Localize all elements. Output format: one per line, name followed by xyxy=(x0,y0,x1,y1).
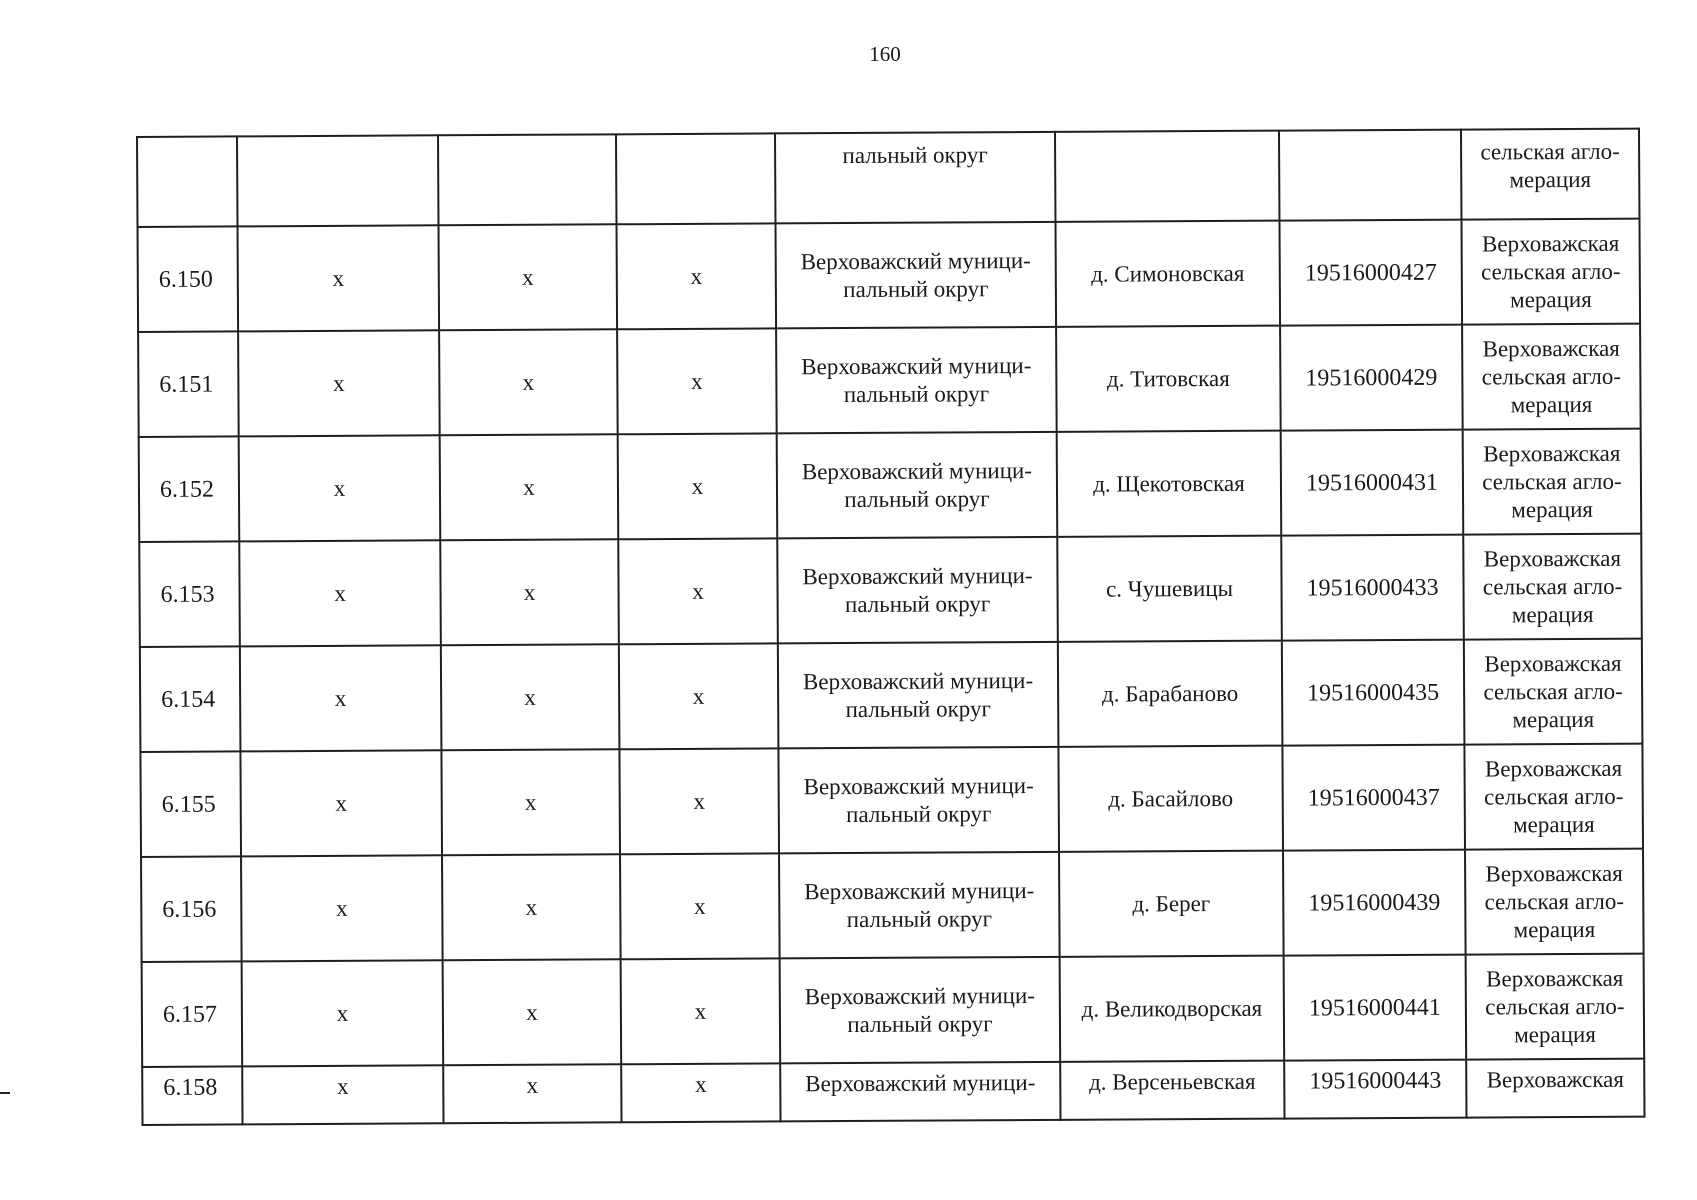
code-cell: 19516000435 xyxy=(1282,640,1465,746)
mark-cell: х xyxy=(441,644,620,750)
mark-cell: х xyxy=(239,435,441,541)
mark-cell: х xyxy=(443,1064,621,1123)
code-cell: 19516000433 xyxy=(1281,535,1464,641)
mark-cell: х xyxy=(621,958,781,1064)
locality-cell: д. Титовская xyxy=(1056,326,1281,432)
agglomeration-cell: Верховажская xyxy=(1466,1059,1644,1118)
mark-cell: х xyxy=(441,749,620,855)
table-row xyxy=(139,534,1642,647)
district-cell: Верховажский муници- пальный округ xyxy=(777,432,1058,539)
mark-cell: х xyxy=(617,328,777,434)
mark-cell: х xyxy=(619,748,779,854)
mark-cell: х xyxy=(440,539,619,645)
row-number-cell: 6.151 xyxy=(138,331,239,437)
agglomeration-cell: сельская агло- мерация xyxy=(1461,129,1639,220)
mark-cell: х xyxy=(621,1063,780,1122)
mark-cell: х xyxy=(618,538,778,644)
agglomeration-cell: Верховажская сельская агло- мерация xyxy=(1464,639,1643,745)
agglomeration-cell: Верховажская сельская агло- мерация xyxy=(1466,954,1645,1060)
locality-cell: д. Версеньевская xyxy=(1060,1061,1284,1120)
mark-cell: х xyxy=(619,643,779,749)
mark-cell: х xyxy=(440,434,619,540)
locality-cell: д. Симоновская xyxy=(1055,221,1280,327)
agglomeration-cell: Верховажская сельская агло- мерация xyxy=(1463,534,1642,640)
row-number-cell: 6.153 xyxy=(139,541,240,647)
continuation-row xyxy=(137,129,1639,227)
locality-cell: д. Щекотовская xyxy=(1057,431,1282,537)
mark-cell: х xyxy=(240,645,442,751)
code-cell: 19516000441 xyxy=(1284,955,1467,1061)
agglomeration-cell: Верховажская сельская агло- мерация xyxy=(1464,744,1643,850)
code-cell: 19516000431 xyxy=(1281,430,1464,536)
mark-cell: х xyxy=(242,1065,443,1124)
page-number: 160 xyxy=(869,42,901,66)
mark-cell: х xyxy=(240,750,442,856)
district-cell: пальный округ xyxy=(775,132,1055,224)
table-row xyxy=(140,744,1643,857)
district-cell: Верховажский муници- пальный округ xyxy=(775,222,1056,329)
table-row xyxy=(138,324,1641,437)
cell-empty xyxy=(1279,130,1461,221)
row-number-cell: 6.158 xyxy=(142,1066,242,1125)
district-cell: Верховажский муници- пальный округ xyxy=(776,327,1057,434)
code-cell: 19516000429 xyxy=(1280,325,1463,431)
row-number-cell: 6.155 xyxy=(140,751,241,857)
mark-cell: х xyxy=(618,433,778,539)
table-row xyxy=(141,849,1644,962)
code-cell: 19516000439 xyxy=(1283,850,1466,956)
row-number-cell: 6.150 xyxy=(138,226,239,332)
code-cell: 19516000427 xyxy=(1279,220,1462,326)
table-row xyxy=(139,429,1642,542)
district-cell: Верховажский муници- пальный округ xyxy=(778,747,1059,854)
code-cell: 19516000437 xyxy=(1282,745,1465,851)
mark-cell: х xyxy=(617,223,777,329)
table-body xyxy=(137,129,1644,1125)
mark-cell: х xyxy=(439,329,618,435)
row-number-cell: 6.154 xyxy=(140,646,241,752)
district-cell: Верховажский муници- xyxy=(780,1062,1060,1122)
table-row xyxy=(138,219,1641,332)
district-cell: Верховажский муници- пальный округ xyxy=(780,957,1061,1064)
agglomeration-cell: Верховажская сельская агло- мерация xyxy=(1463,429,1642,535)
row-number-cell: 6.157 xyxy=(142,961,243,1067)
cell-empty xyxy=(137,136,238,227)
code-cell: 19516000443 xyxy=(1284,1060,1466,1119)
locality-cell: д. Басайлово xyxy=(1058,746,1283,852)
mark-cell: х xyxy=(442,854,621,960)
locality-cell: д. Великодворская xyxy=(1060,956,1285,1062)
mark-cell: х xyxy=(241,855,443,961)
mark-cell: х xyxy=(238,225,440,331)
cell-empty xyxy=(438,134,616,225)
settlements-table-container xyxy=(136,128,1646,1126)
locality-cell: д. Берег xyxy=(1059,851,1284,957)
row-number-cell: 6.152 xyxy=(139,436,240,542)
mark-cell: х xyxy=(239,540,441,646)
cell-empty xyxy=(616,133,776,224)
mark-cell: х xyxy=(238,330,440,436)
district-cell: Верховажский муници- пальный округ xyxy=(777,537,1058,644)
margin-mark xyxy=(0,1092,10,1094)
mark-cell: х xyxy=(443,959,622,1065)
district-cell: Верховажский муници- пальный округ xyxy=(779,852,1060,959)
table-row xyxy=(140,639,1643,752)
locality-cell: с. Чушевицы xyxy=(1057,536,1282,642)
cell-empty xyxy=(1055,131,1279,222)
table-row xyxy=(142,1059,1644,1125)
agglomeration-cell: Верховажская сельская агло- мерация xyxy=(1465,849,1644,955)
mark-cell: х xyxy=(620,853,780,959)
district-cell: Верховажский муници- пальный округ xyxy=(778,642,1059,749)
agglomeration-cell: Верховажская сельская агло- мерация xyxy=(1462,324,1641,430)
cell-empty xyxy=(237,135,438,226)
table-row xyxy=(142,954,1645,1067)
settlements-table xyxy=(136,128,1646,1126)
mark-cell: х xyxy=(242,960,444,1066)
agglomeration-cell: Верховажская сельская агло- мерация xyxy=(1461,219,1640,325)
row-number-cell: 6.156 xyxy=(141,856,242,962)
mark-cell: х xyxy=(439,224,618,330)
locality-cell: д. Барабаново xyxy=(1058,641,1283,747)
